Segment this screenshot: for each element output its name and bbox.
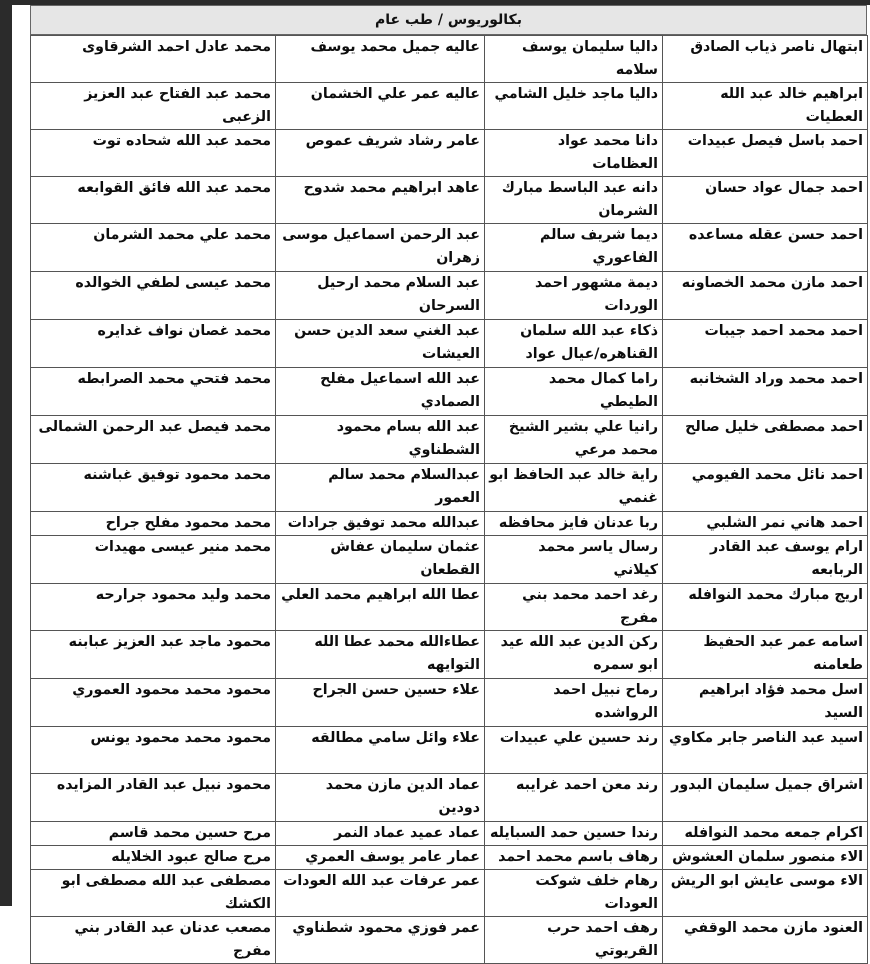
student-name-cell: ديما شريف سالم الفاعوري (485, 224, 663, 272)
table-row (31, 774, 868, 822)
student-name-cell: راما كمال محمد الطيطي (485, 368, 663, 416)
student-name-cell: علاء وائل سامي مطالقه (276, 727, 485, 774)
student-name-cell: رماح نبيل احمد الرواشده (485, 679, 663, 727)
student-name-cell: احمد جمال عواد حسان (663, 177, 868, 224)
student-name-cell: عاليه عمر علي الخشمان (276, 83, 485, 130)
student-name-cell: احمد باسل فيصل عبيدات (663, 130, 868, 177)
table-row (31, 679, 868, 727)
student-name-cell: احمد مازن محمد الخصاونه (663, 272, 868, 320)
student-name-cell: رهام خلف شوكت العودات (485, 870, 663, 917)
document-page (12, 5, 870, 959)
table-row (31, 846, 868, 870)
student-name-cell: رسال ياسر محمد كيلاني (485, 536, 663, 584)
student-name-cell: رهاف باسم محمد احمد (485, 846, 663, 870)
table-row (31, 83, 868, 130)
student-name-cell: عاهد ابراهيم محمد شدوح (276, 177, 485, 224)
table-row (31, 870, 868, 917)
table-row (31, 177, 868, 224)
student-name-cell: رهف احمد حرب القريوتي (485, 917, 663, 964)
student-name-cell: رندا حسين حمد السبايله (485, 822, 663, 846)
student-name-cell: رغد احمد محمد بني مفرج (485, 584, 663, 631)
table-row (31, 727, 868, 774)
student-name-cell: اكرام جمعه محمد النوافله (663, 822, 868, 846)
student-name-cell: اريج مبارك محمد النوافله (663, 584, 868, 631)
student-name-cell: محمد منير عيسى مهيدات (31, 536, 276, 584)
student-name-cell: احمد مصطفى خليل صالح (663, 416, 868, 464)
student-name-cell: عطاءالله محمد عطا الله التوايهه (276, 631, 485, 679)
student-name-cell: عبد الله اسماعيل مفلح الصمادي (276, 368, 485, 416)
student-name-cell: احمد حسن عقله مساعده (663, 224, 868, 272)
table-row (31, 368, 868, 416)
student-name-cell: محمد عبد الله شحاده توت (31, 130, 276, 177)
student-name-cell: رند حسين علي عبيدات (485, 727, 663, 774)
table-row (31, 536, 868, 584)
student-name-cell: مصطفى عبد الله مصطفى ابو الكشك (31, 870, 276, 917)
student-name-cell: اسامه عمر عبد الحفيظ طعامنه (663, 631, 868, 679)
student-name-cell: ابتهال ناصر ذياب الصادق (663, 36, 868, 83)
student-name-cell: ابراهيم خالد عبد الله العطيات (663, 83, 868, 130)
table-row (31, 224, 868, 272)
student-name-cell: محمد فيصل عبد الرحمن الشمالى (31, 416, 276, 464)
student-name-cell: مرح حسين محمد قاسم (31, 822, 276, 846)
student-name-cell: عبد الله بسام محمود الشطناوي (276, 416, 485, 464)
student-name-cell: عاليه جميل محمد يوسف (276, 36, 485, 83)
student-name-cell: محمد عبد الله فائق القوابعه (31, 177, 276, 224)
student-name-cell: ديمة مشهور احمد الوردات (485, 272, 663, 320)
student-name-cell: احمد هاني نمر الشلبي (663, 512, 868, 536)
student-name-cell: مرح صالح عبود الخلايله (31, 846, 276, 870)
student-name-cell: مصعب عدنان عبد القادر بني مفرج (31, 917, 276, 964)
student-name-cell: عامر رشاد شريف عموص (276, 130, 485, 177)
student-name-cell: محمد غصان نواف غدايره (31, 320, 276, 368)
table-row (31, 584, 868, 631)
student-name-cell: الاء موسى عايش ابو الريش (663, 870, 868, 917)
student-name-cell: عمر عرفات عبد الله العودات (276, 870, 485, 917)
student-name-cell: عطا الله ابراهيم محمد العلي (276, 584, 485, 631)
student-name-cell: عماد الدين مازن محمد دودين (276, 774, 485, 822)
student-name-cell: الاء منصور سلمان العشوش (663, 846, 868, 870)
student-name-cell: رانيا علي بشير الشيخ محمد مرعي (485, 416, 663, 464)
student-name-cell: راية خالد عبد الحافظ ابو غنمي (485, 464, 663, 512)
student-name-cell: عبد الغني سعد الدين حسن العيشات (276, 320, 485, 368)
student-name-cell: داليا ماجد خليل الشامي (485, 83, 663, 130)
student-name-cell: ارام يوسف عبد القادر الربابعه (663, 536, 868, 584)
student-name-cell: محمد علي محمد الشرمان (31, 224, 276, 272)
table-row (31, 416, 868, 464)
table-row (31, 631, 868, 679)
student-name-cell: احمد نائل محمد الفيومي (663, 464, 868, 512)
student-name-cell: محمد عيسى لطفي الخوالده (31, 272, 276, 320)
left-edge-bar (0, 0, 12, 906)
table-row (31, 464, 868, 512)
students-table-body (31, 36, 868, 964)
student-name-cell: محمود ماجد عبد العزيز عبابنه (31, 631, 276, 679)
student-name-cell: محمود نبيل عبد القادر المزايده (31, 774, 276, 822)
student-name-cell: دانه عبد الباسط مبارك الشرمان (485, 177, 663, 224)
student-name-cell: عمر فوزي محمود شطناوي (276, 917, 485, 964)
student-name-cell: العنود مازن محمد الوقفي (663, 917, 868, 964)
student-name-cell: علاء حسين حسن الجراح (276, 679, 485, 727)
table-row (31, 512, 868, 536)
student-name-cell: عثمان سليمان عفاش القطعان (276, 536, 485, 584)
student-name-cell: محمد عادل احمد الشرقاوى (31, 36, 276, 83)
student-name-cell: اشراق جميل سليمان البدور (663, 774, 868, 822)
student-name-cell: محمد فتحي محمد الصرابطه (31, 368, 276, 416)
student-name-cell: محمود محمد محمود يونس (31, 727, 276, 774)
student-name-cell: عماد عميد عماد النمر (276, 822, 485, 846)
table-row (31, 272, 868, 320)
student-name-cell: ذكاء عبد الله سلمان القناهره/عيال عواد (485, 320, 663, 368)
student-name-cell: اسيد عبد الناصر جابر مكاوي (663, 727, 868, 774)
student-name-cell: محمد محمود توفيق غباشنه (31, 464, 276, 512)
table-row (31, 320, 868, 368)
student-name-cell: عبدالله محمد توفيق جرادات (276, 512, 485, 536)
student-name-cell: احمد محمد احمد جيبات (663, 320, 868, 368)
student-name-cell: ركن الدين عبد الله عيد ابو سمره (485, 631, 663, 679)
student-name-cell: عبدالسلام محمد سالم العمور (276, 464, 485, 512)
student-name-cell: محمد عبد الفتاح عبد العزيز الزعبى (31, 83, 276, 130)
table-row (31, 822, 868, 846)
section-header: بكالوريوس / طب عام (30, 5, 867, 35)
student-name-cell: ربا عدنان فايز محافظه (485, 512, 663, 536)
student-name-cell: محمود محمد محمود العموري (31, 679, 276, 727)
table-row (31, 36, 868, 83)
student-name-cell: داليا سليمان يوسف سلامه (485, 36, 663, 83)
student-name-cell: اسل محمد فؤاد ابراهيم السيد (663, 679, 868, 727)
student-name-cell: محمد وليد محمود جرارحه (31, 584, 276, 631)
table-row (31, 130, 868, 177)
student-name-cell: دانا محمد عواد العظامات (485, 130, 663, 177)
student-name-cell: عمار عامر يوسف العمري (276, 846, 485, 870)
student-name-cell: احمد محمد وراد الشخانبه (663, 368, 868, 416)
students-table (30, 35, 868, 964)
student-name-cell: عبد الرحمن اسماعيل موسى زهران (276, 224, 485, 272)
table-row (31, 917, 868, 964)
student-name-cell: رند معن احمد غرايبه (485, 774, 663, 822)
student-name-cell: محمد محمود مفلح جراح (31, 512, 276, 536)
student-name-cell: عبد السلام محمد ارحيل السرحان (276, 272, 485, 320)
